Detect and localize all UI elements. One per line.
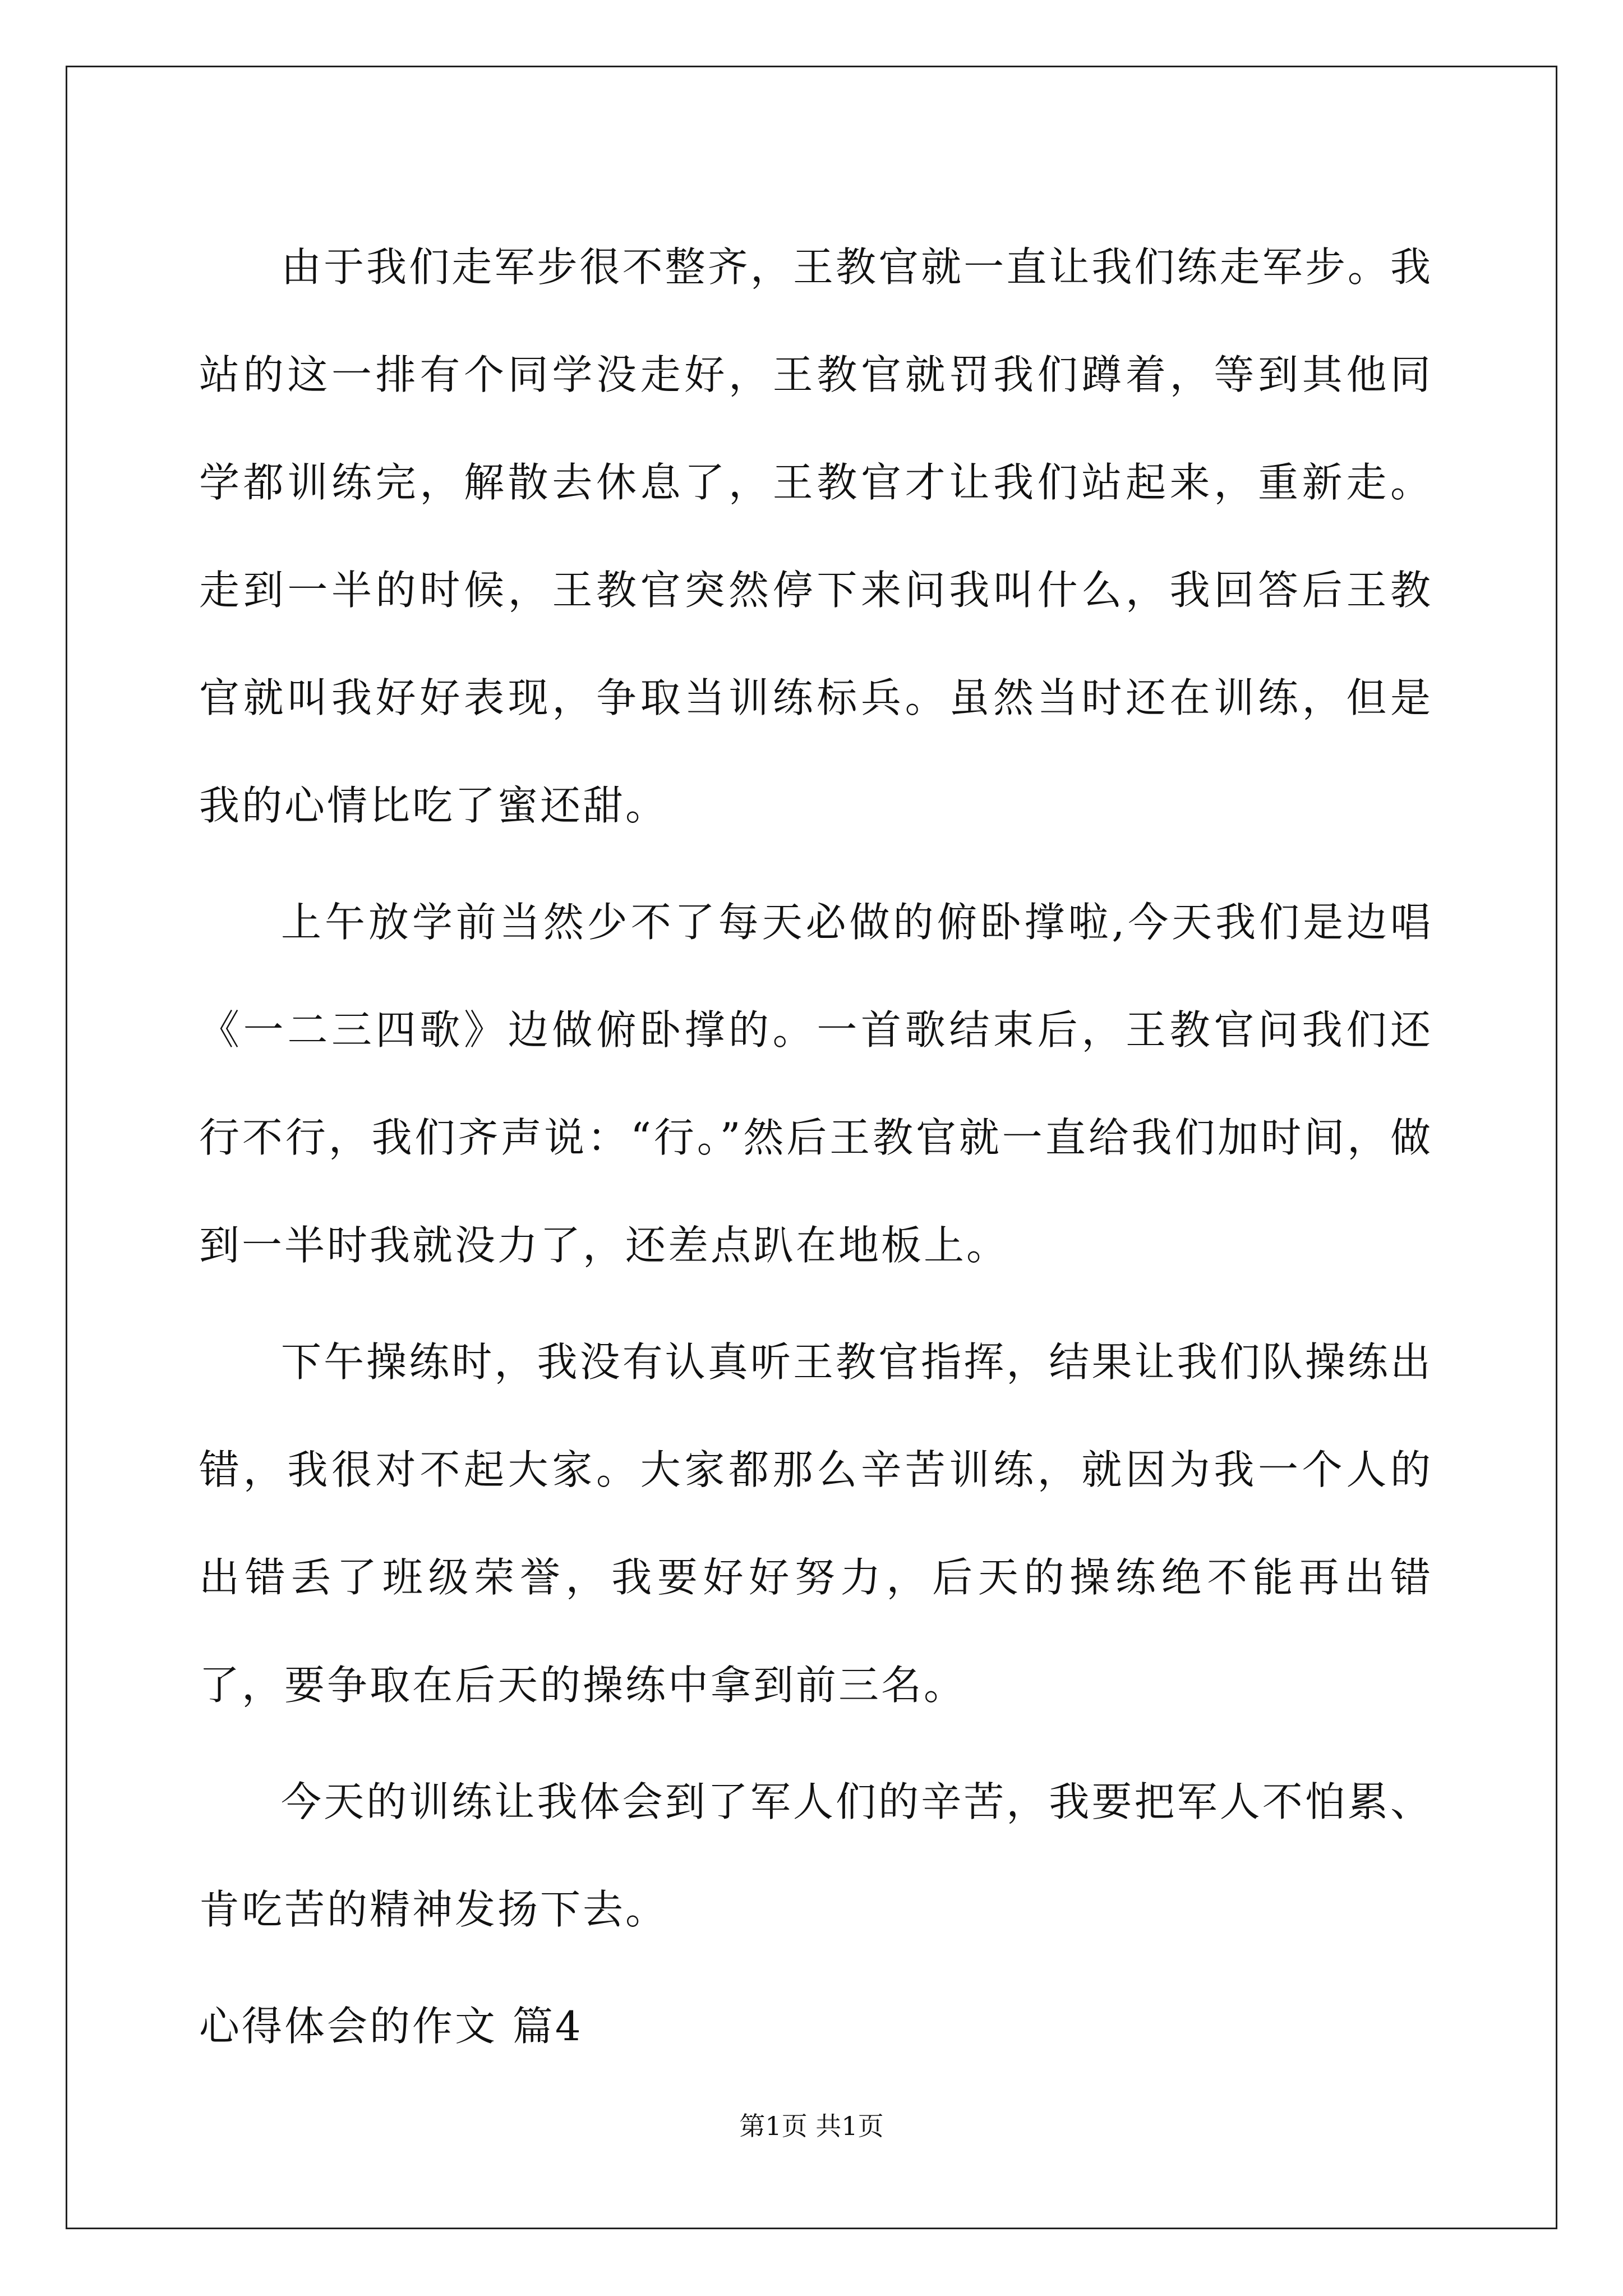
- section-heading: 心得体会的作文 篇4: [199, 2003, 583, 2050]
- paragraph-3: 下午操练时，我没有认真听王教官指挥，结果让我们队操练出错，我很对不起大家。大家都那么辛苦训练，就因为我一个人的出错丢了班级荣誉，我要好好努力，后天的操练绝不能再出错了，要争取在后天的操练中拿到前三名。: [199, 1338, 1433, 1709]
- document-body: [199, 213, 1433, 2080]
- page-footer: 第1页 共1页: [739, 2111, 884, 2141]
- paragraph-4: 今天的训练让我体会到了军人们的辛苦，我要把军人不怕累、肯吃苦的精神发扬下去。: [199, 1778, 1433, 1933]
- paragraph-2: 上午放学前当然少不了每天必做的俯卧撑啦,今天我们是边唱《一二三四歌》边做俯卧撑的。一首歌结束后，王教官问我们还行不行，我们齐声说：“行。”然后王教官就一直给我们加时间，做到一半时我就没力了，还差点趴在地板上。: [199, 899, 1433, 1269]
- paragraph-1: 由于我们走军步很不整齐，王教官就一直让我们练走军步。我站的这一排有个同学没走好，王教官就罚我们蹲着，等到其他同学都训练完，解散去休息了，王教官才让我们站起来，重新走。走到一半的时候，王教官突然停下来问我叫什么，我回答后王教官就叫我好好表现，争取当训练标兵。虽然当时还在训练，但是我的心情比吃了蜜还甜。: [199, 243, 1433, 829]
